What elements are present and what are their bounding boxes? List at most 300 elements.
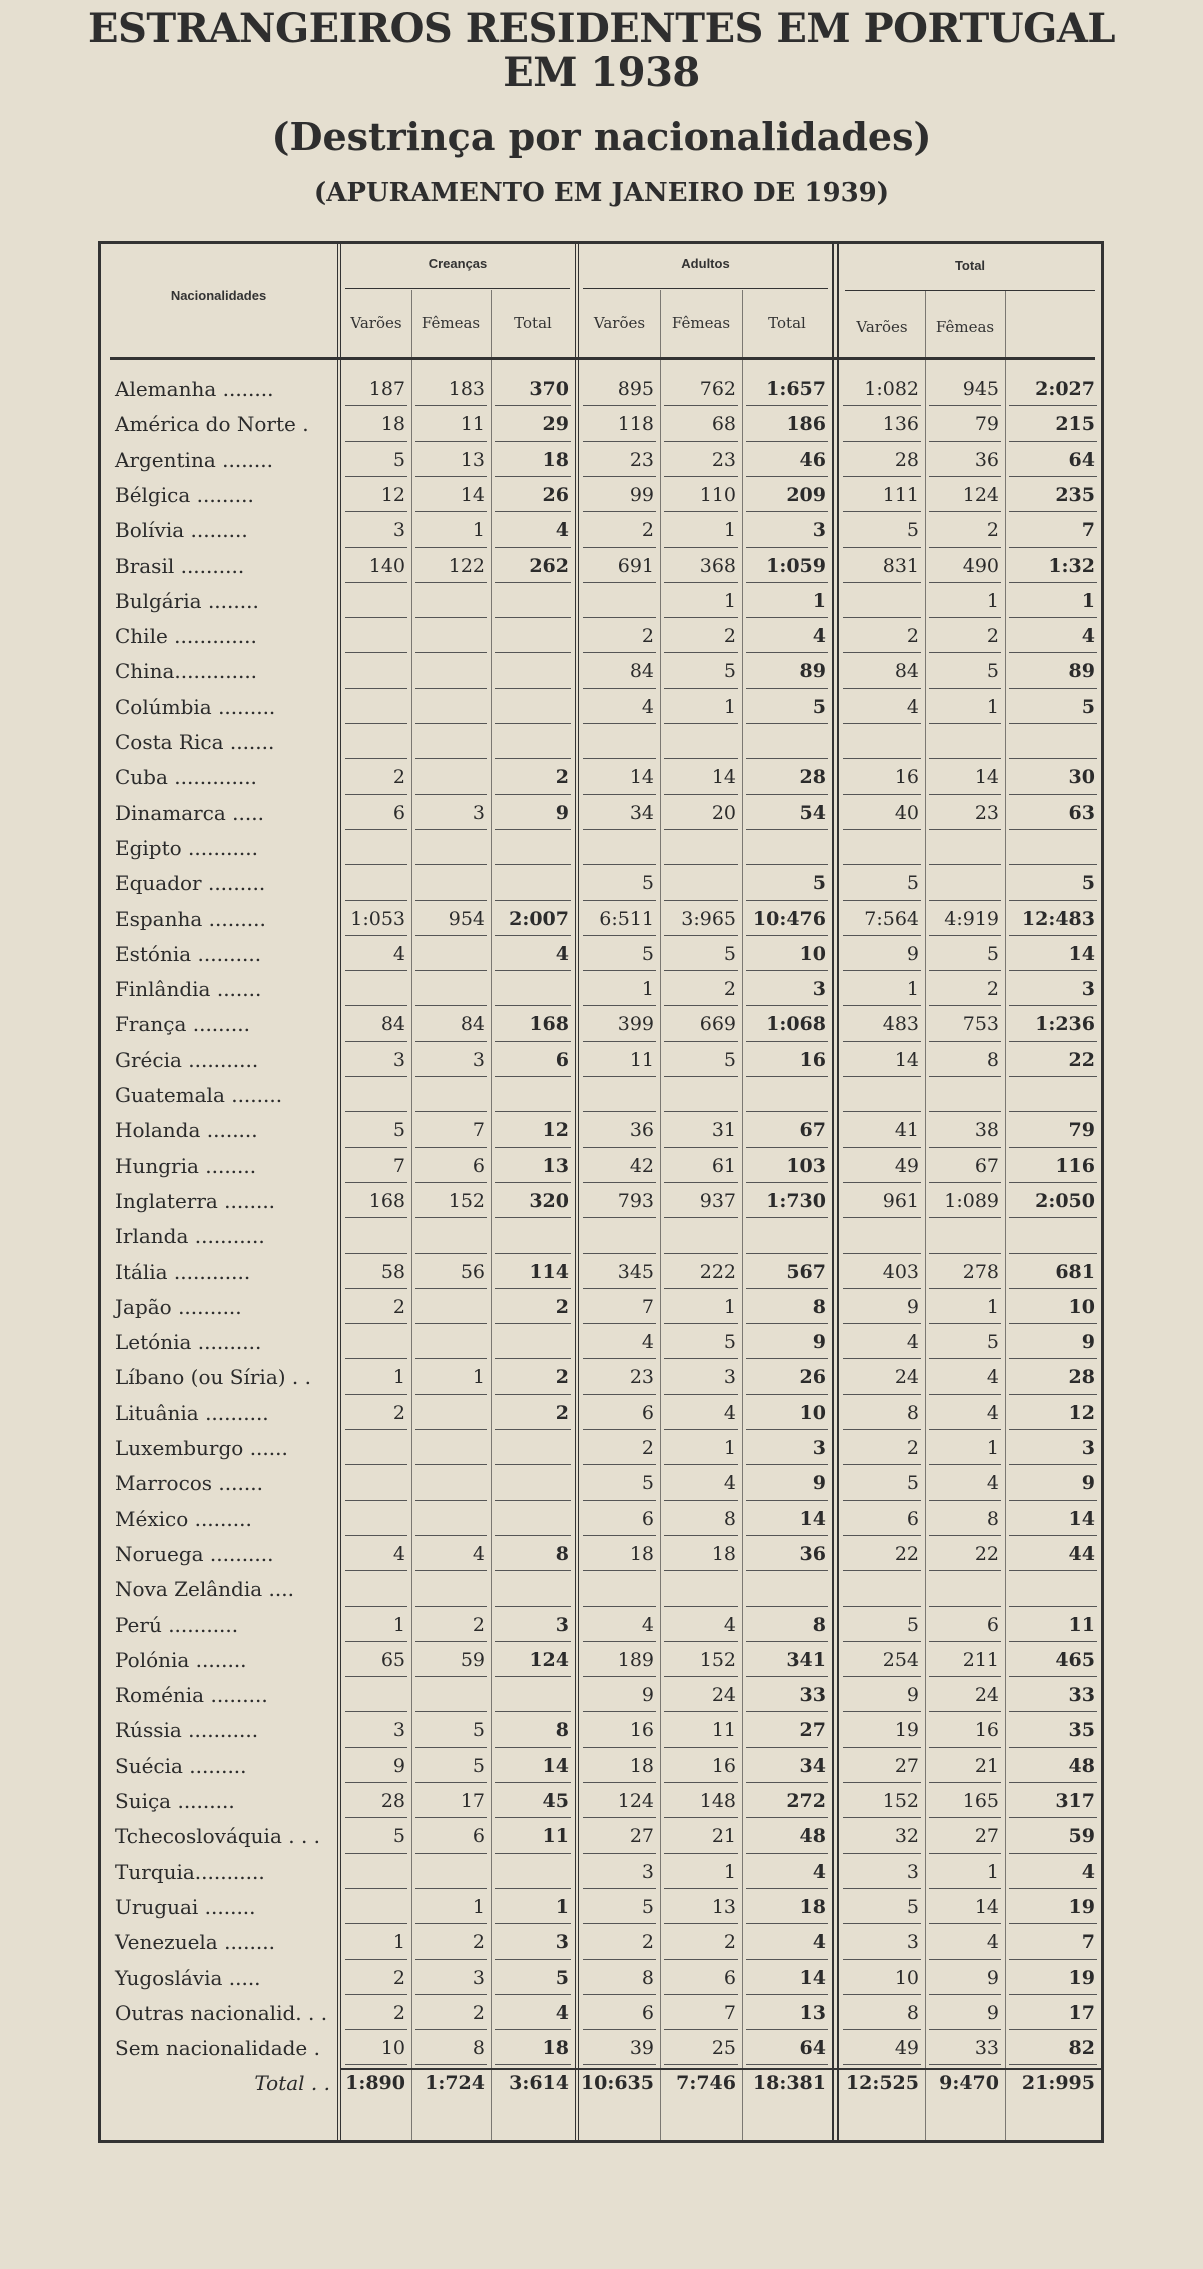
table-cell: 4 <box>906 695 919 718</box>
table-cell: 19 <box>894 1719 919 1742</box>
nationality-name: Japão .......... <box>115 1294 242 1319</box>
table-cell: 1 <box>986 1860 999 1883</box>
table-cell: 18 <box>542 2037 569 2060</box>
table-cell: 79 <box>1068 1119 1095 1142</box>
table-cell: 3 <box>392 1048 405 1071</box>
subtitle-period: (APURAMENTO EM JANEIRO DE 1939) <box>313 178 890 208</box>
table-cell: 32 <box>894 1825 919 1848</box>
table-cell: 6 <box>472 1825 485 1848</box>
table-cell: 18 <box>542 448 569 471</box>
table-cell <box>341 1078 411 1113</box>
table-cell: 3:965 <box>681 907 736 930</box>
table-cell: 84 <box>380 1013 405 1036</box>
table-cell: 2 <box>986 625 999 648</box>
table-cell <box>1005 1219 1101 1254</box>
table-cell <box>411 972 491 1007</box>
table-cell <box>341 866 411 901</box>
table-cell: 9 <box>555 801 569 824</box>
table-cell: 56 <box>460 1260 485 1283</box>
table-cell: 11 <box>711 1719 736 1742</box>
table-cell: 59 <box>460 1648 485 1671</box>
table-cell: 148 <box>699 1790 736 1812</box>
table-cell: 2 <box>472 1931 485 1954</box>
table-cell <box>839 584 925 619</box>
table-cell: 681 <box>1055 1260 1095 1283</box>
table-cell: 5 <box>723 942 736 965</box>
table-cell: 4 <box>641 1613 654 1636</box>
table-cell: 6 <box>392 801 405 824</box>
table-cell: 186 <box>786 413 826 436</box>
nationality-name: Brasil .......... <box>115 553 245 578</box>
table-cell <box>341 1466 411 1501</box>
table-cell <box>579 1572 660 1607</box>
table-cell: 6 <box>641 2001 654 2024</box>
table-cell <box>579 831 660 866</box>
table-cell: 1 <box>723 589 736 612</box>
table-cell: 211 <box>962 1648 999 1671</box>
table-cell: 2 <box>555 1295 569 1318</box>
table-cell: 49 <box>894 2037 919 2060</box>
table-cell: 124 <box>529 1648 569 1671</box>
table-cell: 14 <box>1068 942 1095 965</box>
table-cell: 68 <box>711 413 736 436</box>
table-cell: 12:483 <box>1021 907 1095 930</box>
table-cell: 9 <box>986 2001 999 2024</box>
table-cell: 5 <box>906 1613 919 1636</box>
table-cell: 1:890 <box>345 2072 405 2095</box>
table-cell: 36 <box>799 1542 826 1565</box>
table-cell: 64 <box>799 2037 826 2060</box>
table-cell: 14 <box>894 1048 919 1071</box>
table-cell <box>411 654 491 689</box>
table-cell: 14 <box>460 483 485 506</box>
table-cell: 2 <box>723 978 736 1001</box>
table-cell: 2:007 <box>509 907 569 930</box>
table-cell: 4 <box>641 695 654 718</box>
table-cell <box>411 1678 491 1713</box>
table-cell: 9:470 <box>939 2072 999 2095</box>
table-cell: 17 <box>1068 2001 1095 2024</box>
table-cell: 9 <box>906 942 919 965</box>
table-cell: 8 <box>906 1401 919 1424</box>
table-cell: 6 <box>555 1048 569 1071</box>
nationality-name: Costa Rica ....... <box>115 730 275 754</box>
table-cell <box>742 725 832 760</box>
table-cell: 48 <box>1068 1754 1095 1777</box>
nationality-name: Inglaterra ........ <box>115 1188 276 1213</box>
table-cell: 945 <box>962 378 999 400</box>
table-cell: 183 <box>448 378 485 400</box>
table-cell: 18 <box>711 1542 736 1565</box>
table-cell: 6 <box>723 1966 736 1989</box>
table-cell: 4 <box>392 942 405 965</box>
table-cell: 1 <box>472 1895 485 1918</box>
table-cell: 262 <box>529 554 569 577</box>
table-cell: 3 <box>472 801 485 824</box>
table-cell <box>411 1855 491 1890</box>
table-cell: 7 <box>1081 519 1095 542</box>
table-cell: 1 <box>392 1366 405 1389</box>
table-cell: 19 <box>1068 1895 1095 1918</box>
table-cell: 18:381 <box>752 2072 826 2095</box>
table-cell: 33 <box>974 2037 999 2060</box>
nationality-name: Perú ........... <box>115 1612 239 1637</box>
table-cell: 5 <box>986 942 999 965</box>
table-cell <box>491 831 575 866</box>
table-cell <box>411 725 491 760</box>
table-cell: 24 <box>711 1684 736 1707</box>
table-cell <box>341 1855 411 1890</box>
table-cell: 28 <box>894 448 919 471</box>
table-cell: 1 <box>812 589 826 612</box>
table-cell: 4 <box>986 1366 999 1389</box>
table-cell: 465 <box>1055 1648 1095 1671</box>
header-children-total: Total <box>514 314 552 332</box>
table-cell: 2 <box>723 1931 736 1954</box>
table-cell <box>341 1890 411 1925</box>
table-cell: 5 <box>641 942 654 965</box>
table-cell: 2:027 <box>1035 378 1095 400</box>
table-cell: 3:614 <box>509 2072 569 2095</box>
title-line-1: ESTRANGEIROS RESIDENTES EM PORTUGAL <box>88 5 1115 52</box>
table-cell: 483 <box>882 1013 919 1036</box>
table-cell: 1:089 <box>944 1189 999 1212</box>
table-cell: 1:236 <box>1035 1013 1095 1036</box>
nationality-name: Alemanha ........ <box>115 377 274 401</box>
header-total: Total <box>954 258 986 273</box>
table-cell: 5 <box>555 1966 569 1989</box>
nationality-name: Holanda ........ <box>115 1118 258 1143</box>
table-cell: 14 <box>711 766 736 789</box>
header-adults-female: Fêmeas <box>671 314 731 332</box>
table-cell: 3 <box>555 1931 569 1954</box>
table-cell: 5 <box>392 448 405 471</box>
table-cell: 3 <box>906 1931 919 1954</box>
table-cell: 235 <box>1055 483 1095 506</box>
table-cell: 5 <box>641 1895 654 1918</box>
table-cell: 4 <box>555 519 569 542</box>
table-cell <box>341 972 411 1007</box>
table-cell: 14 <box>1068 1507 1095 1530</box>
table-cell: 5 <box>641 872 654 895</box>
table-cell: 18 <box>629 1542 654 1565</box>
table-cell: 84 <box>894 660 919 683</box>
table-cell: 124 <box>617 1790 654 1812</box>
table-cell: 13 <box>542 1154 569 1177</box>
nationality-name: Roménia ......... <box>115 1683 268 1708</box>
table-cell: 64 <box>1068 448 1095 471</box>
table-cell: 3 <box>812 1437 826 1459</box>
table-cell: 23 <box>629 448 654 471</box>
table-cell: 254 <box>882 1648 919 1671</box>
table-cell: 27 <box>629 1825 654 1848</box>
table-cell <box>411 760 491 795</box>
table-cell: 114 <box>529 1260 569 1283</box>
table-cell <box>491 1678 575 1713</box>
table-cell: 954 <box>448 907 485 930</box>
table-cell: 8 <box>641 1966 654 1989</box>
table-cell: 2 <box>641 1437 654 1459</box>
table-cell <box>341 584 411 619</box>
table-cell: 3 <box>641 1860 654 1883</box>
nationality-name: Letónia .......... <box>115 1330 262 1355</box>
table-cell: 28 <box>380 1790 405 1812</box>
table-cell: 152 <box>699 1648 736 1671</box>
nationality-name: Polónia ........ <box>115 1647 247 1672</box>
nationality-name: Estónia .......... <box>115 941 262 966</box>
table-cell: 54 <box>799 801 826 824</box>
table-cell: 38 <box>974 1119 999 1142</box>
table-cell: 14 <box>974 1895 999 1918</box>
nationality-name: Suécia ......... <box>115 1753 247 1778</box>
table-cell: 1 <box>723 1295 736 1318</box>
table-cell: 8 <box>906 2001 919 2024</box>
table-cell: 272 <box>786 1790 826 1812</box>
table-cell: 490 <box>962 554 999 577</box>
table-cell: 4 <box>723 1613 736 1636</box>
nationality-name: Noruega .......... <box>115 1541 274 1566</box>
header-adults-total: Total <box>768 314 806 332</box>
table-cell: 12 <box>1068 1401 1095 1424</box>
table-cell: 116 <box>1055 1154 1095 1177</box>
table-cell <box>839 1078 925 1113</box>
table-cell: 370 <box>529 378 569 400</box>
table-cell: 28 <box>1068 1366 1095 1389</box>
table-cell: 2 <box>986 519 999 542</box>
table-cell: 1 <box>906 978 919 1001</box>
table-cell: 3 <box>472 1966 485 1989</box>
table-cell: 5 <box>392 1825 405 1848</box>
table-cell: 4:919 <box>944 907 999 930</box>
table-cell <box>411 1396 491 1431</box>
table-cell: 4 <box>555 2001 569 2024</box>
table-cell: 2 <box>555 1366 569 1389</box>
table-cell: 21:995 <box>1021 2072 1095 2095</box>
table-cell: 36 <box>974 448 999 471</box>
table-cell <box>411 1078 491 1113</box>
table-cell <box>491 725 575 760</box>
nationality-name: Nova Zelândia .... <box>115 1577 294 1602</box>
table-cell: 2 <box>392 1295 405 1318</box>
table-cell: 6:511 <box>599 907 654 930</box>
table-cell: 5 <box>906 519 919 542</box>
table-cell: 6 <box>641 1401 654 1424</box>
table-cell: 4 <box>812 625 826 648</box>
nationality-name: Sem nacionalidade . <box>115 2036 320 2061</box>
table-cell: 1 <box>392 1613 405 1636</box>
table-cell: 8 <box>812 1613 826 1636</box>
table-cell <box>411 1325 491 1360</box>
nationality-name: Equador ......... <box>115 871 266 896</box>
header-nationality: Nacionalidades <box>170 288 267 303</box>
table-cell <box>579 1219 660 1254</box>
table-cell <box>839 1219 925 1254</box>
table-cell: 215 <box>1055 413 1095 436</box>
table-cell: 5 <box>906 872 919 895</box>
table-cell: 1 <box>472 1366 485 1389</box>
nationality-name: Finlândia ....... <box>115 977 262 1002</box>
table-cell: 4 <box>986 1472 999 1495</box>
table-cell: 4 <box>641 1331 654 1354</box>
table-cell: 2 <box>906 625 919 648</box>
table-cell <box>341 1219 411 1254</box>
table-cell: 2 <box>472 2001 485 2024</box>
table-cell: 34 <box>799 1754 826 1777</box>
table-cell: 5 <box>392 1119 405 1142</box>
table-cell: 399 <box>617 1013 654 1036</box>
table-cell: 4 <box>555 942 569 965</box>
table-cell: 1 <box>472 519 485 542</box>
table-cell: 16 <box>894 766 919 789</box>
table-cell <box>925 1572 1005 1607</box>
table-cell: 45 <box>542 1790 569 1812</box>
table-cell: 10 <box>380 2037 405 2060</box>
table-cell: 317 <box>1055 1790 1095 1812</box>
table-cell: 341 <box>786 1648 826 1671</box>
nationality-name: Hungria ........ <box>115 1153 257 1178</box>
table-cell: 12 <box>380 483 405 506</box>
table-cell: 1 <box>555 1895 569 1918</box>
table-cell: 49 <box>894 1154 919 1177</box>
table-cell: 1:068 <box>766 1013 826 1036</box>
table-cell: 24 <box>894 1366 919 1389</box>
table-cell <box>660 1219 742 1254</box>
table-cell: 7:746 <box>676 2072 736 2095</box>
table-cell: 7 <box>472 1119 485 1142</box>
table-cell: 18 <box>799 1895 826 1918</box>
header-children-male: Varões <box>350 314 402 332</box>
table-cell: 13 <box>799 2001 826 2024</box>
table-cell: 7 <box>641 1295 654 1318</box>
table-cell: 29 <box>542 413 569 436</box>
table-cell: 8 <box>986 1507 999 1530</box>
table-cell: 2 <box>392 1401 405 1424</box>
table-cell: 3 <box>392 1719 405 1742</box>
table-cell: 46 <box>799 448 826 471</box>
table-cell: 831 <box>882 554 919 577</box>
table-cell: 36 <box>629 1119 654 1142</box>
table-cell: 1:657 <box>766 378 826 400</box>
table-cell <box>660 866 742 901</box>
table-cell: 25 <box>711 2037 736 2060</box>
table-cell: 5 <box>723 660 736 683</box>
table-cell: 10:476 <box>752 907 826 930</box>
table-cell: 2 <box>641 1931 654 1954</box>
table-cell: 23 <box>629 1366 654 1389</box>
table-cell: 84 <box>629 660 654 683</box>
table-cell: 187 <box>368 378 405 400</box>
table-cell: 7 <box>392 1154 405 1177</box>
table-cell: 1 <box>986 1437 999 1459</box>
table-cell <box>341 690 411 725</box>
table-cell: 9 <box>906 1295 919 1318</box>
table-cell: 3 <box>723 1366 736 1389</box>
nationality-name: Dinamarca ..... <box>115 800 264 825</box>
table-cell: 2 <box>472 1613 485 1636</box>
table-cell <box>341 619 411 654</box>
table-cell: 11 <box>542 1825 569 1848</box>
table-cell: 961 <box>882 1189 919 1212</box>
table-cell: 23 <box>711 448 736 471</box>
table-cell: 122 <box>448 554 485 577</box>
table-cell: 9 <box>812 1472 826 1495</box>
table-cell: 2:050 <box>1035 1189 1095 1212</box>
table-cell <box>925 866 1005 901</box>
table-cell: 1 <box>986 695 999 718</box>
table-cell: 1:32 <box>1048 554 1095 577</box>
table-cell <box>411 690 491 725</box>
table-cell: 124 <box>962 483 999 506</box>
table-cell: 118 <box>617 413 654 436</box>
table-cell <box>491 1502 575 1537</box>
table-cell: 14 <box>799 1507 826 1530</box>
table-cell: 1 <box>723 695 736 718</box>
table-cell <box>411 866 491 901</box>
table-cell: 5 <box>812 695 826 718</box>
table-cell <box>742 1078 832 1113</box>
table-cell: 10 <box>799 1401 826 1424</box>
table-cell: 4 <box>812 1860 826 1883</box>
table-cell: 1 <box>641 978 654 1001</box>
table-cell: 2 <box>723 625 736 648</box>
table-cell: 34 <box>629 801 654 824</box>
table-cell: 345 <box>617 1260 654 1283</box>
table-cell <box>491 1572 575 1607</box>
table-cell: 1 <box>723 1860 736 1883</box>
table-cell: 8 <box>812 1295 826 1318</box>
table-cell: 3 <box>906 1860 919 1883</box>
table-cell: 1 <box>723 519 736 542</box>
table-cell: 2 <box>555 1401 569 1424</box>
table-cell <box>491 972 575 1007</box>
table-cell: 691 <box>617 554 654 577</box>
nationality-name: Egipto ........... <box>115 835 258 860</box>
table-cell: 63 <box>1068 801 1095 824</box>
table-cell: 12:525 <box>845 2072 919 2095</box>
table-cell: 209 <box>786 483 826 506</box>
table-cell: 1 <box>986 589 999 612</box>
table-cell: 793 <box>617 1189 654 1212</box>
table-cell <box>411 584 491 619</box>
table-cell: 895 <box>617 378 654 400</box>
nationality-name: Irlanda ........... <box>115 1224 265 1249</box>
table-cell: 4 <box>472 1542 485 1565</box>
table-cell: 3 <box>1081 978 1095 1001</box>
table-cell: 2 <box>986 978 999 1001</box>
table-cell <box>1005 725 1101 760</box>
table-cell: 3 <box>1081 1437 1095 1459</box>
table-cell: 5 <box>641 1472 654 1495</box>
table-cell: 3 <box>812 519 826 542</box>
nationality-name: França ......... <box>115 1012 250 1037</box>
nationality-name: Lituânia .......... <box>115 1400 269 1425</box>
table-cell: 9 <box>906 1684 919 1707</box>
table-cell <box>742 831 832 866</box>
table-cell: 7:564 <box>864 907 919 930</box>
nationality-name: Bélgica ......... <box>115 482 254 507</box>
table-cell <box>579 584 660 619</box>
table-cell: 41 <box>894 1119 919 1142</box>
subtitle: (Destrinça por nacionalidades) <box>271 114 932 159</box>
table-cell <box>491 690 575 725</box>
table-cell: 10 <box>1068 1295 1095 1318</box>
table-cell <box>411 1290 491 1325</box>
table-cell: 30 <box>1068 766 1095 789</box>
table-cell: 8 <box>986 1048 999 1071</box>
table-cell: 5 <box>1081 872 1095 895</box>
table-cell: 762 <box>699 378 736 400</box>
table-cell: 16 <box>974 1719 999 1742</box>
